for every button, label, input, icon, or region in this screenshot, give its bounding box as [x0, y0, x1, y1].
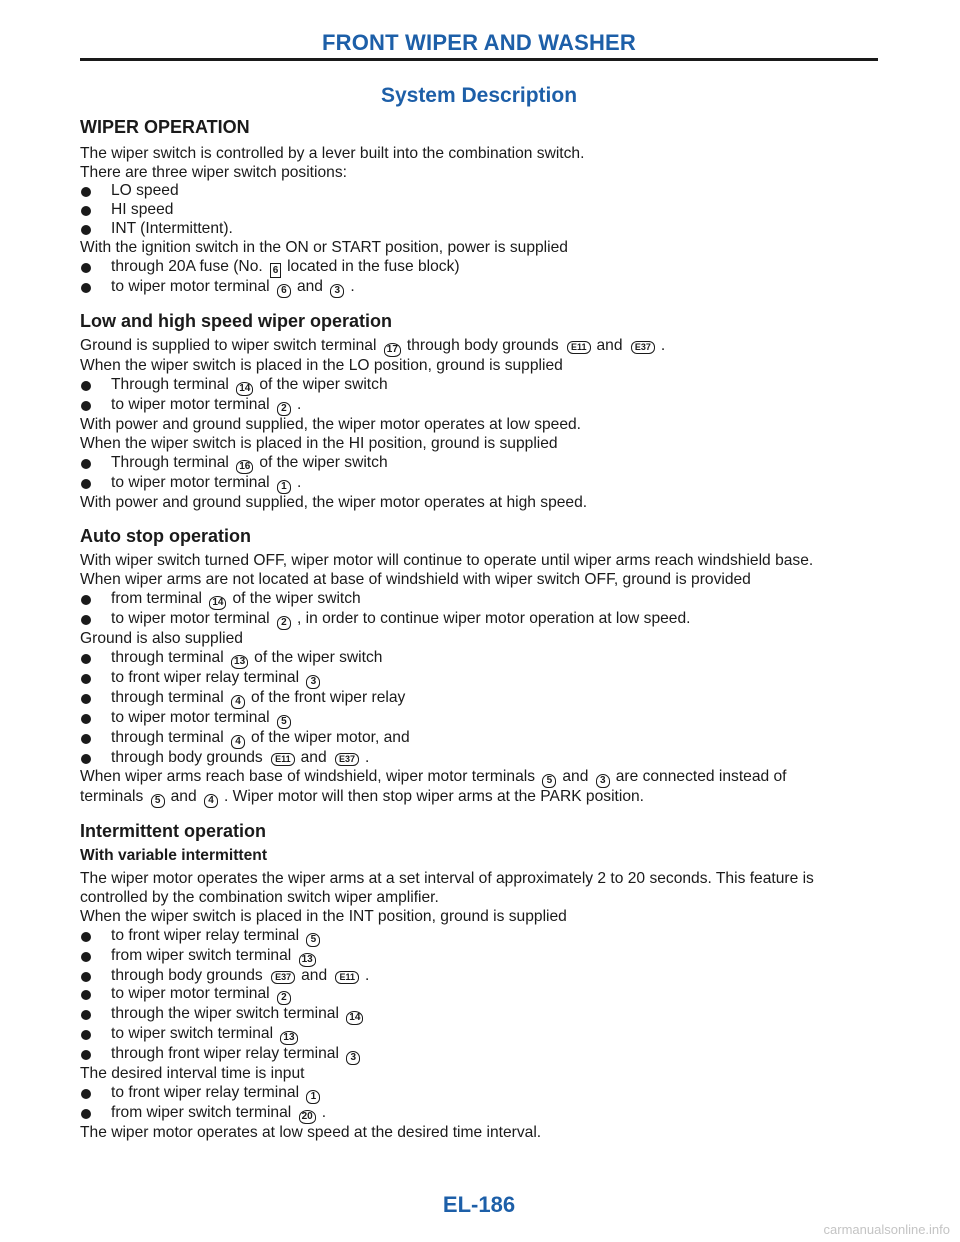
- list-item: [80, 220, 880, 239]
- list-item-text: through 20A fuse (No.: [111, 257, 263, 275]
- list-item: [80, 182, 880, 201]
- terminal-number-icon: 14: [236, 382, 253, 396]
- list-item-text: located in the fuse block): [287, 257, 460, 275]
- bullet-icon: [81, 754, 91, 764]
- bullet-icon: [81, 225, 91, 235]
- ground-connector-icon: E37: [631, 341, 655, 354]
- paragraph: The wiper motor operates the wiper arms at a set interval of approximately 2 to 20 seconds. This feature is: [80, 870, 814, 888]
- list-item-text: .: [296, 396, 302, 414]
- watermark-text: carmanualsonline.info: [823, 1222, 950, 1237]
- document-body: [80, 114, 880, 1143]
- text-run: are connected instead of: [615, 767, 787, 785]
- fuse-number-box: 6: [270, 263, 281, 278]
- list-item-text: from wiper switch terminal: [111, 1104, 292, 1122]
- wiper-operation-heading: WIPER OPERATION: [80, 117, 250, 137]
- ground-connector-icon: E37: [335, 753, 359, 766]
- bullet-icon: [81, 459, 91, 469]
- bullet-icon: [81, 734, 91, 744]
- list-item-text: and: [300, 748, 327, 766]
- list-item-text: and: [301, 966, 328, 984]
- list-item: [80, 985, 880, 1005]
- list-item-text: to front wiper relay terminal: [111, 668, 300, 686]
- terminal-number-icon: 4: [204, 794, 218, 808]
- page-header-title: FRONT WIPER AND WASHER: [321, 30, 637, 55]
- list-item-text: .: [296, 473, 302, 491]
- list-item: [80, 709, 880, 729]
- terminal-number-icon: 1: [306, 1090, 320, 1104]
- list-item-text: to wiper motor terminal: [111, 609, 270, 627]
- page-number: EL-186: [442, 1192, 516, 1217]
- text-run: and: [170, 787, 197, 805]
- list-item-text: Through terminal: [111, 376, 229, 394]
- list-item-text: to front wiper relay terminal: [111, 1084, 300, 1102]
- list-item-text: through body grounds: [111, 966, 263, 984]
- list-item-text: Through terminal: [111, 453, 229, 471]
- paragraph: When wiper arms are not located at base of windshield with wiper switch OFF, ground is provided: [80, 571, 751, 589]
- terminal-number-icon: 1: [277, 480, 291, 494]
- paragraph: With the ignition switch in the ON or START position, power is supplied: [80, 238, 568, 256]
- terminal-number-icon: 5: [542, 774, 556, 788]
- text-run: through body grounds: [406, 337, 559, 355]
- header-divider: [80, 58, 878, 61]
- terminal-number-icon: 5: [306, 933, 320, 947]
- paragraph: [80, 788, 880, 808]
- terminal-number-icon: 4: [231, 735, 245, 749]
- bullet-icon: [81, 381, 91, 391]
- list-item-text: through front wiper relay terminal: [111, 1045, 339, 1063]
- bullet-icon: [81, 972, 91, 982]
- list-item-text: .: [321, 1104, 327, 1122]
- list-item-text: through terminal: [111, 648, 224, 666]
- list-item: [80, 967, 880, 986]
- list-item-text: to wiper motor terminal: [111, 473, 270, 491]
- list-item-text: to wiper motor terminal: [111, 277, 270, 295]
- paragraph: [80, 768, 880, 788]
- list-item-text: through the wiper switch terminal: [111, 1005, 339, 1023]
- paragraph: controlled by the combination switch wiper amplifier.: [80, 888, 439, 906]
- list-item: [80, 454, 880, 474]
- paragraph: Ground is also supplied: [80, 629, 243, 647]
- paragraph: The desired interval time is input: [80, 1065, 305, 1083]
- bullet-icon: [81, 1050, 91, 1060]
- list-item-text: .: [365, 966, 370, 984]
- bullet-icon: [81, 1109, 91, 1119]
- list-item-text: .: [365, 748, 370, 766]
- list-item-text: to wiper motor terminal: [111, 985, 270, 1003]
- terminal-number-icon: 5: [151, 794, 165, 808]
- list-item: [80, 927, 880, 947]
- bullet-icon: [81, 595, 91, 605]
- list-item: [80, 278, 880, 298]
- terminal-number-icon: 6: [277, 284, 291, 298]
- ground-connector-icon: E37: [271, 971, 295, 984]
- list-item-text: of the wiper motor, and: [251, 728, 410, 746]
- terminal-number-icon: 17: [384, 343, 401, 357]
- text-run: .: [660, 337, 666, 355]
- list-item-text: LO speed: [111, 182, 179, 200]
- list-item: [80, 689, 880, 709]
- list-item-text: to wiper motor terminal: [111, 396, 270, 414]
- ground-connector-icon: E11: [567, 341, 591, 354]
- bullet-icon: [81, 187, 91, 197]
- bullet-icon: [81, 1010, 91, 1020]
- bullet-icon: [81, 714, 91, 724]
- list-item-text: to wiper switch terminal: [111, 1025, 274, 1043]
- list-item-text: through body grounds: [111, 748, 263, 766]
- list-item-text: HI speed: [111, 201, 174, 219]
- terminal-number-icon: 2: [277, 402, 291, 416]
- terminal-number-icon: 16: [236, 460, 253, 474]
- terminal-number-icon: 20: [299, 1110, 316, 1124]
- paragraph: When the wiper switch is placed in the LO position, ground is supplied: [80, 357, 563, 375]
- text-run: When wiper arms reach base of windshield, wiper motor terminals: [80, 767, 535, 785]
- list-item-text: through terminal: [111, 688, 224, 706]
- list-item: [80, 258, 880, 278]
- bullet-icon: [81, 615, 91, 625]
- list-item-text: and: [296, 277, 323, 295]
- text-run: terminals: [80, 787, 144, 805]
- paragraph: When the wiper switch is placed in the INT position, ground is supplied: [80, 907, 567, 925]
- list-item: [80, 1005, 880, 1025]
- section-title: System Description: [380, 84, 578, 107]
- paragraph: The wiper motor operates at low speed at the desired time interval.: [80, 1124, 542, 1142]
- intermittent-heading: Intermittent operation: [80, 820, 267, 841]
- list-item: [80, 1045, 880, 1065]
- list-item-text: of the front wiper relay: [251, 688, 406, 706]
- bullet-icon: [81, 206, 91, 216]
- list-item-text: INT (Intermittent).: [111, 219, 233, 237]
- list-item-text: of the wiper switch: [232, 589, 361, 607]
- bullet-icon: [81, 952, 91, 962]
- bullet-icon: [81, 990, 91, 1000]
- bullet-icon: [81, 283, 91, 293]
- list-item: [80, 669, 880, 689]
- list-item-text: .: [350, 277, 355, 295]
- terminal-number-icon: 3: [346, 1051, 360, 1065]
- terminal-number-icon: 13: [299, 953, 316, 967]
- bullet-icon: [81, 1089, 91, 1099]
- paragraph: With power and ground supplied, the wiper motor operates at high speed.: [80, 493, 588, 511]
- intermittent-subheading: With variable intermittent: [80, 847, 268, 865]
- list-item: [80, 474, 880, 494]
- text-run: . Wiper motor will then stop wiper arms at the PARK position.: [223, 787, 645, 805]
- bullet-icon: [81, 674, 91, 684]
- list-item-text: to front wiper relay terminal: [111, 926, 300, 944]
- paragraph: With power and ground supplied, the wiper motor operates at low speed.: [80, 416, 582, 434]
- list-item: [80, 947, 880, 967]
- list-item: [80, 729, 880, 749]
- paragraph: The wiper switch is controlled by a lever built into the combination switch.: [80, 144, 585, 162]
- bullet-icon: [81, 479, 91, 489]
- list-item-text: of the wiper switch: [259, 453, 388, 471]
- list-item: [80, 1084, 880, 1104]
- list-item: [80, 749, 880, 768]
- terminal-number-icon: 4: [231, 695, 245, 709]
- bullet-icon: [81, 654, 91, 664]
- bullet-icon: [81, 694, 91, 704]
- terminal-number-icon: 2: [277, 616, 291, 630]
- list-item: [80, 396, 880, 416]
- auto-stop-heading: Auto stop operation: [80, 525, 251, 546]
- text-run: Ground is supplied to wiper switch terminal: [80, 337, 377, 355]
- paragraph: When the wiper switch is placed in the HI position, ground is supplied: [80, 434, 558, 452]
- list-item-text: of the wiper switch: [259, 376, 388, 394]
- list-item: [80, 201, 880, 220]
- list-item-text: from terminal: [111, 589, 202, 607]
- ground-connector-icon: E11: [271, 753, 295, 766]
- list-item: [80, 1025, 880, 1045]
- list-item-text: of the wiper switch: [254, 648, 383, 666]
- list-item: [80, 610, 880, 630]
- low-high-heading: Low and high speed wiper operation: [80, 310, 393, 331]
- paragraph: [80, 337, 880, 357]
- list-item-text: from wiper switch terminal: [111, 946, 292, 964]
- list-item: [80, 590, 880, 610]
- list-item: [80, 1104, 880, 1124]
- ground-connector-icon: E11: [335, 971, 359, 984]
- terminal-number-icon: 14: [209, 596, 226, 610]
- bullet-icon: [81, 401, 91, 411]
- terminal-number-icon: 13: [280, 1031, 297, 1045]
- terminal-number-icon: 13: [231, 655, 248, 669]
- list-item: [80, 376, 880, 396]
- text-run: and: [596, 337, 623, 355]
- terminal-number-icon: 2: [277, 991, 291, 1005]
- list-item-text: , in order to continue wiper motor operation at low speed.: [296, 609, 691, 627]
- list-item-text: through terminal: [111, 728, 224, 746]
- paragraph: There are three wiper switch positions:: [80, 163, 347, 181]
- bullet-icon: [81, 1030, 91, 1040]
- terminal-number-icon: 3: [330, 284, 344, 298]
- paragraph: With wiper switch turned OFF, wiper motor will continue to operate until wiper arms reach windshield base.: [80, 552, 814, 570]
- text-run: and: [562, 767, 589, 785]
- terminal-number-icon: 3: [596, 774, 610, 788]
- bullet-icon: [81, 263, 91, 273]
- list-item-text: to wiper motor terminal: [111, 708, 270, 726]
- terminal-number-icon: 3: [306, 675, 320, 689]
- bullet-icon: [81, 932, 91, 942]
- terminal-number-icon: 14: [346, 1011, 363, 1025]
- list-item: [80, 649, 880, 669]
- terminal-number-icon: 5: [277, 715, 291, 729]
